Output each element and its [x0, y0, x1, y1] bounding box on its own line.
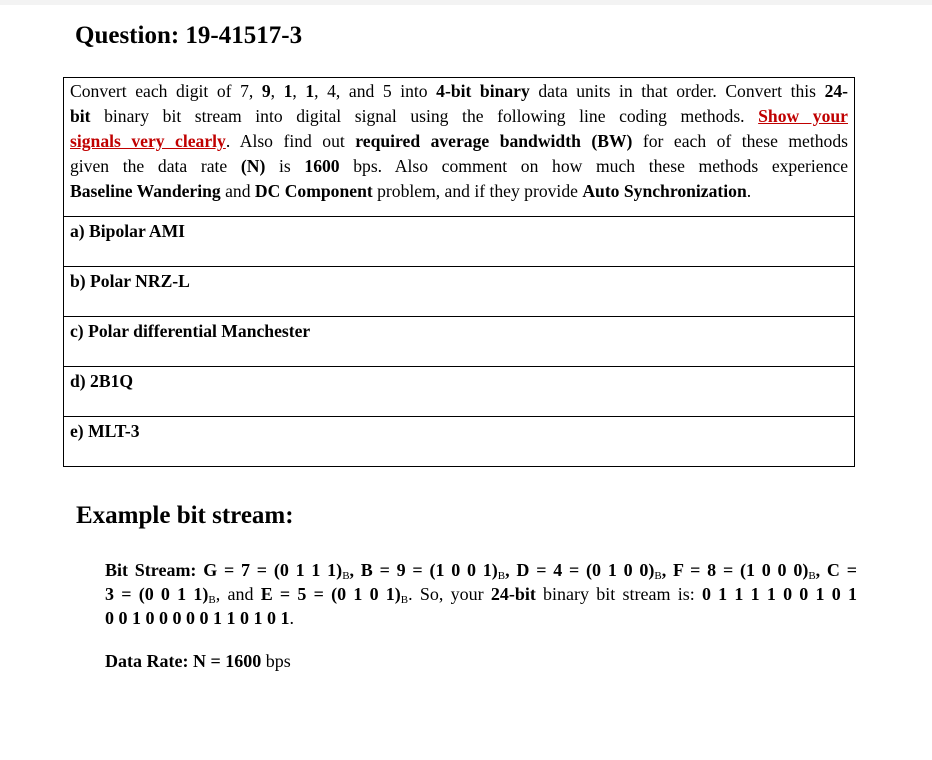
text-run: and [220, 181, 255, 201]
text-run: B [400, 594, 409, 606]
top-rule [0, 0, 932, 5]
text-run: Auto Synchronization [582, 181, 747, 201]
bit-stream-line [105, 606, 857, 630]
text-run: 4-bit binary [436, 81, 530, 101]
text-run: B [654, 570, 662, 582]
text-run: binary bit stream into digital signal using the following line coding methods. [90, 106, 759, 126]
data-rate-unit: bps [261, 651, 291, 671]
text-run: Show your [758, 106, 848, 126]
text-run: , C = [815, 560, 857, 580]
text-run: , D = 4 = (0 1 0 0) [505, 560, 655, 580]
text-run: required average bandwidth [355, 131, 581, 151]
text-run: for each of these methods [632, 131, 848, 151]
text-run: (N) [240, 156, 266, 176]
text-run: 0 1 1 1 1 0 0 1 0 1 [701, 584, 857, 604]
text-run: DC Component [254, 181, 373, 201]
text-run: Bit Stream: G = 7 = (0 1 1 1) [105, 560, 343, 580]
example-bit-stream [105, 558, 857, 630]
prompt-line [70, 129, 848, 154]
text-run: , F = 8 = (1 0 0 0) [661, 560, 809, 580]
text-run: , 4, and 5 into [314, 81, 437, 101]
text-run: binary bit stream is: [535, 584, 702, 604]
prompt-line [70, 154, 848, 179]
text-run: is [265, 156, 305, 176]
text-run: . So, your [408, 584, 491, 604]
text-run: 3 = (0 0 1 1) [105, 584, 209, 604]
data-rate [105, 651, 291, 672]
text-run: B [497, 570, 506, 582]
prompt-line [70, 104, 848, 129]
text-run: Convert each digit of 7, [70, 81, 262, 101]
text-run: , [292, 81, 306, 101]
text-run: (BW) [591, 131, 633, 151]
prompt-line [70, 79, 848, 104]
text-run: given the data rate [70, 156, 241, 176]
text-run: 9 [261, 81, 271, 101]
text-run: , [270, 81, 284, 101]
text-run: . [746, 181, 752, 201]
text-run: . [289, 608, 294, 628]
text-run: bit [70, 106, 91, 126]
question-prompt [64, 78, 855, 217]
text-run: 1 [283, 81, 293, 101]
text-run: 0 0 1 0 0 0 0 0 1 1 0 1 0 1 [105, 608, 290, 628]
text-run: problem, and if they provide [372, 181, 583, 201]
option-differential-manchester: c) Polar differential Manchester [64, 317, 855, 367]
text-run: data units in that order. Convert this [529, 81, 825, 101]
option-mlt-3: e) MLT-3 [64, 417, 855, 467]
text-run: , B = 9 = (1 0 0 1) [349, 560, 498, 580]
text-run: Baseline Wandering [70, 181, 221, 201]
question-table [63, 77, 855, 467]
prompt-line [70, 179, 848, 204]
text-run: , and [215, 584, 261, 604]
text-run: . Also find out [225, 131, 356, 151]
text-run: 1 [305, 81, 315, 101]
text-run: 24-bit [490, 584, 536, 604]
text-run: 1600 [304, 156, 340, 176]
text-run [581, 131, 591, 151]
option-polar-nrz-l: b) Polar NRZ-L [64, 267, 855, 317]
text-run: 24- [824, 81, 848, 101]
text-run: B [342, 570, 350, 582]
text-run: bps. Also comment on how much these methods experience [339, 156, 848, 176]
text-run: E = 5 = (0 1 0 1) [260, 584, 401, 604]
option-bipolar-ami: a) Bipolar AMI [64, 217, 855, 267]
bit-stream-line [105, 558, 857, 582]
text-run: signals very clearly [70, 131, 226, 151]
bit-stream-line [105, 582, 857, 606]
example-heading: Example bit stream: [76, 502, 294, 529]
option-2b1q: d) 2B1Q [64, 367, 855, 417]
data-rate-label: Data Rate: N = 1600 [105, 651, 262, 671]
text-run: B [208, 594, 216, 606]
question-heading: Question: 19-41517-3 [75, 22, 303, 49]
text-run: B [808, 570, 816, 582]
